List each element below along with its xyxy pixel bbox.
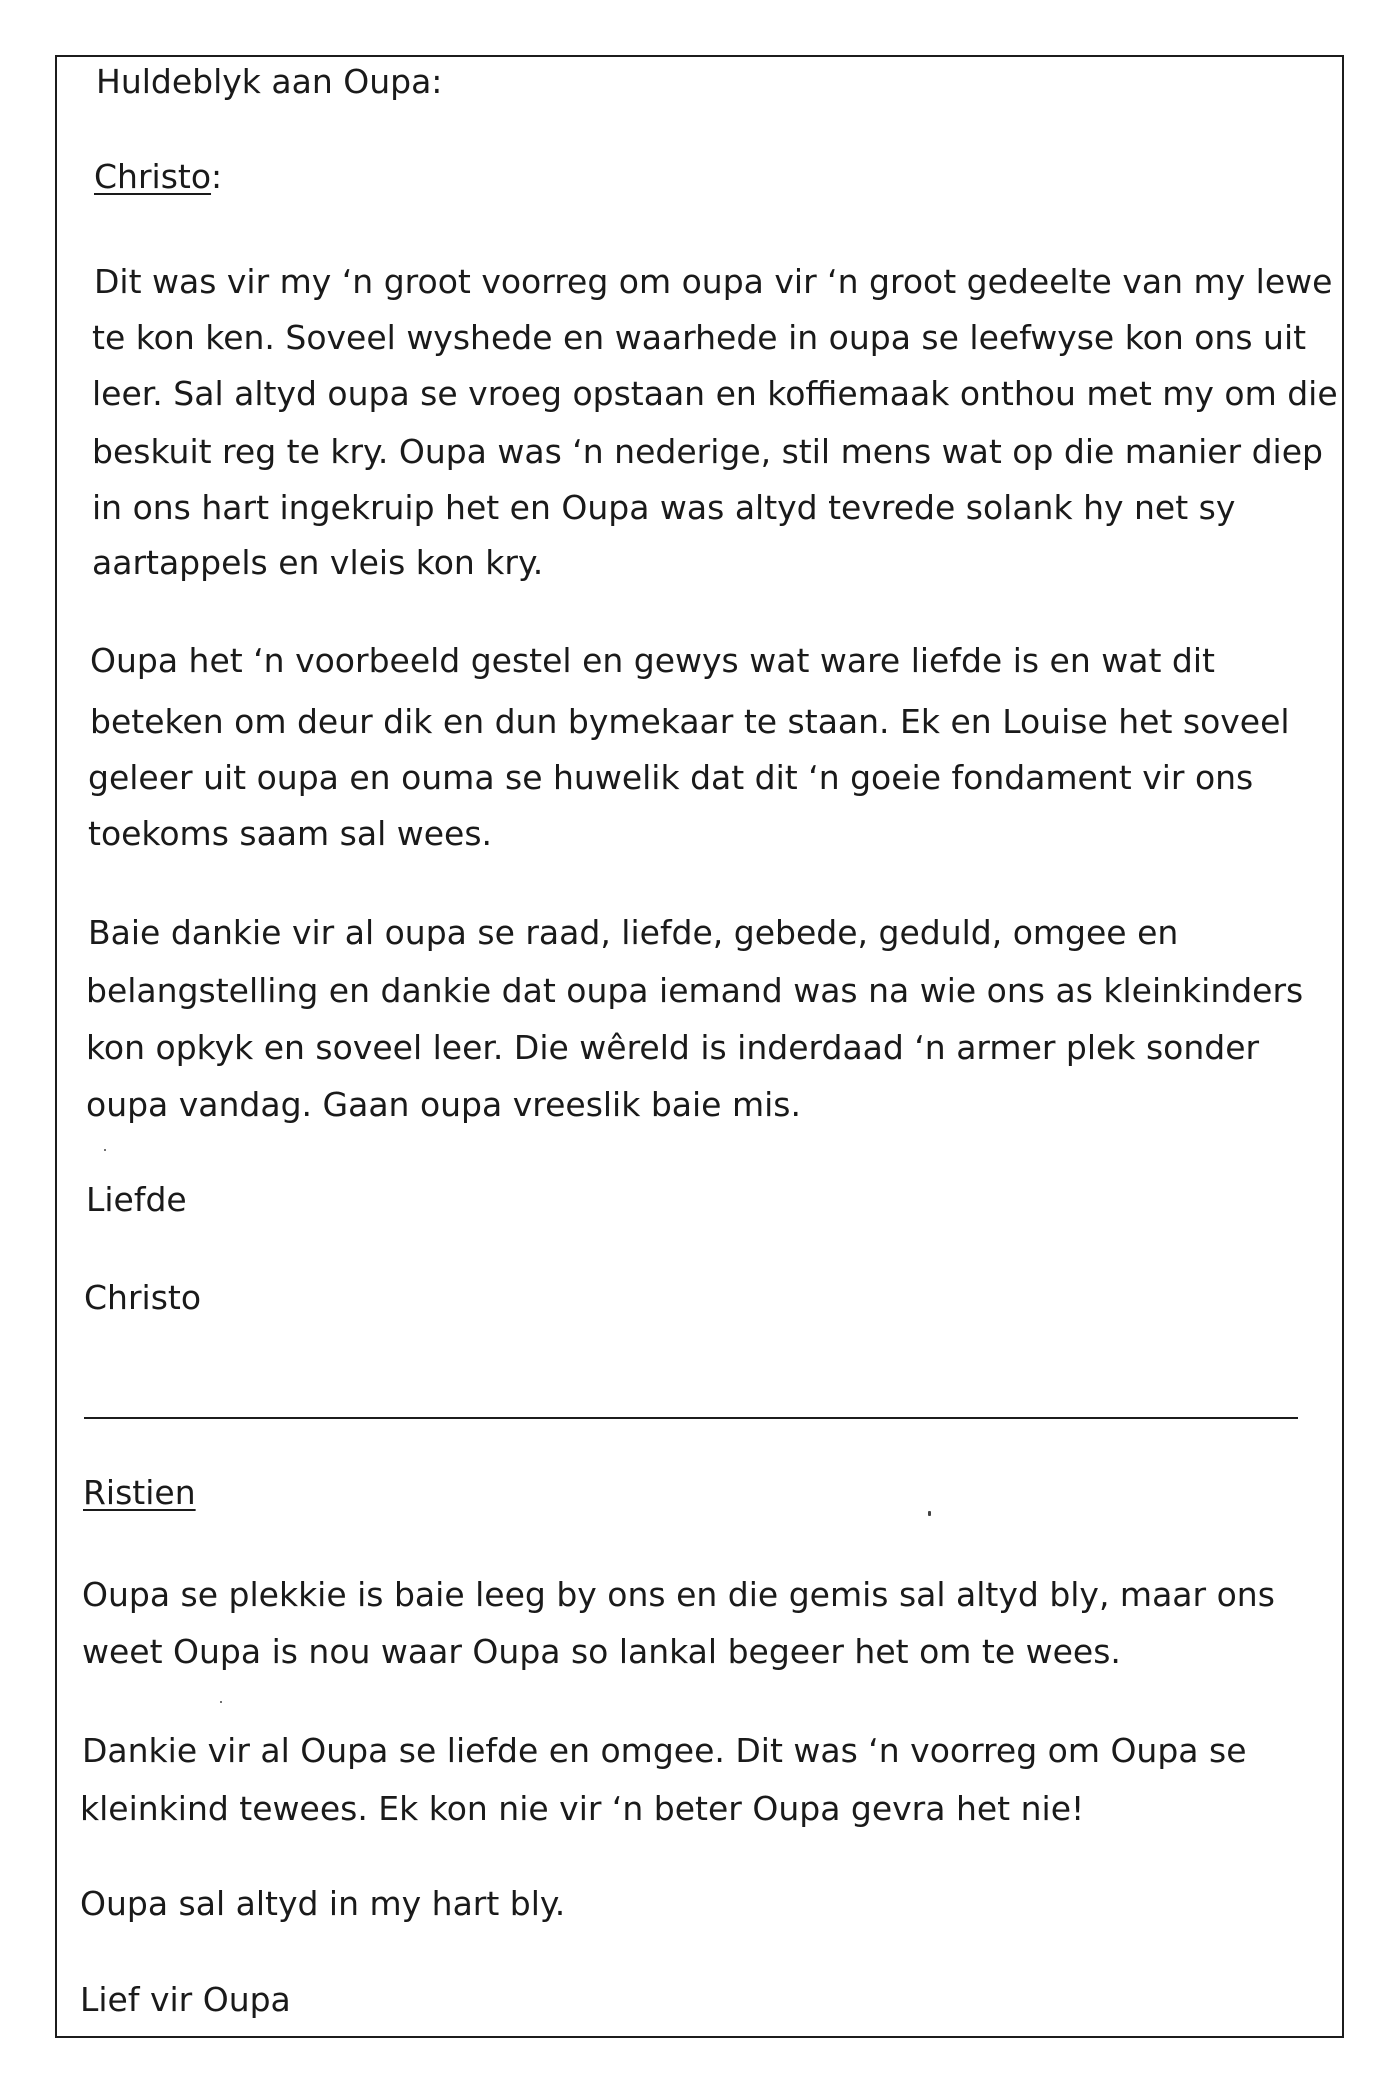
text-line: in ons hart ingekruip het en Oupa was altyd tevrede solank hy net sy: [92, 488, 1236, 527]
closing: Liefde: [86, 1180, 187, 1219]
text-line: te kon ken. Soveel wyshede en waarhede in oupa se leefwyse kon ons uit: [92, 318, 1307, 357]
text-line: Dankie vir al Oupa se liefde en omgee. Dit was ‘n voorreg om Oupa se: [82, 1731, 1247, 1770]
closing: Lief vir Oupa: [80, 1980, 291, 2019]
text-line: toekoms saam sal wees.: [88, 814, 493, 853]
text-line: Oupa het ‘n voorbeeld gestel en gewys wat ware liefde is en wat dit: [90, 641, 1215, 680]
scan-speck: [104, 1149, 106, 1151]
text-line: Oupa sal altyd in my hart bly.: [80, 1884, 566, 1923]
section-divider: [84, 1417, 1298, 1419]
scan-speck: [928, 1511, 931, 1516]
document-title: Huldeblyk aan Oupa:: [96, 62, 443, 101]
text-line: geleer uit oupa en ouma se huwelik dat dit ‘n goeie fondament vir ons: [88, 758, 1254, 797]
text-line: Baie dankie vir al oupa se raad, liefde, gebede, geduld, omgee en: [88, 913, 1179, 952]
scan-speck: [220, 1701, 222, 1703]
section-heading-ristien: [83, 1465, 196, 1521]
text-line: beteken om deur dik en dun bymekaar te staan. Ek en Louise het soveel: [90, 702, 1290, 741]
text-line: kleinkind tewees. Ek kon nie vir ‘n beter Oupa gevra het nie!: [80, 1789, 1085, 1828]
text-line: Dit was vir my ‘n groot voorreg om oupa vir ‘n groot gedeelte van my lewe: [94, 262, 1333, 301]
text-line: kon opkyk en soveel leer. Die wêreld is inderdaad ‘n armer plek sonder: [86, 1028, 1260, 1067]
heading-name: Ristien: [83, 1473, 196, 1512]
text-line: oupa vandag. Gaan oupa vreeslik baie mis.: [86, 1085, 801, 1124]
heading-name: Christo: [94, 157, 212, 196]
signature: Christo: [84, 1278, 202, 1317]
text-line: belangstelling en dankie dat oupa iemand was na wie ons as kleinkinders: [86, 971, 1304, 1010]
text-line: beskuit reg te kry. Oupa was ‘n nederige, stil mens wat op die manier diep: [92, 432, 1323, 471]
section-heading-christo: [94, 149, 222, 205]
text-line: leer. Sal altyd oupa se vroeg opstaan en koffiemaak onthou met my om die: [92, 374, 1338, 413]
text-line: Oupa se plekkie is baie leeg by ons en die gemis sal altyd bly, maar ons: [82, 1575, 1275, 1614]
heading-colon: :: [211, 157, 223, 196]
text-line: weet Oupa is nou waar Oupa so lankal begeer het om te wees.: [82, 1632, 1121, 1671]
text-line: aartappels en vleis kon kry.: [92, 543, 544, 582]
